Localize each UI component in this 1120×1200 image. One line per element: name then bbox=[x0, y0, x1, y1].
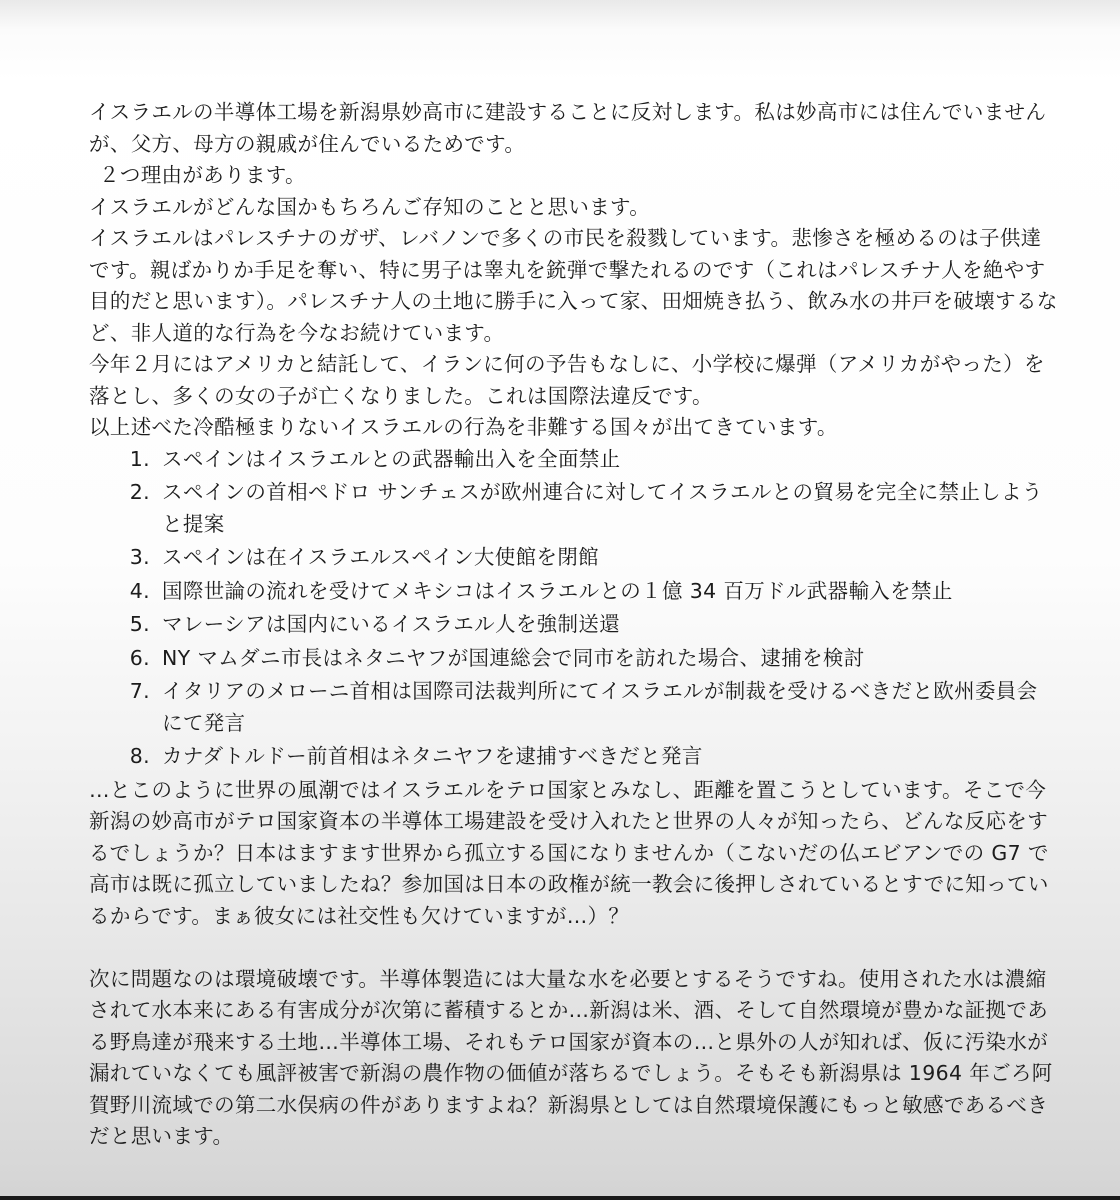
palestine-paragraph: イスラエルはパレスチナのガザ、レバノンで多くの市民を殺戮しています。悲惨さを極めるのは子供達です。親ばかりか手足を奪い、特に男子は睾丸を銃弾で撃たれるのです（これはパレスチナ人を絶やす目的だと思います）。パレスチナ人の土地に勝手に入って家、田畑焼き払う、飲み水の井戸を破壊するなど、非人道的な行為を今なお続けています。 bbox=[89, 226, 1058, 345]
list-number: 3. bbox=[129, 545, 150, 569]
list-number: 2. bbox=[129, 480, 150, 504]
list-item bbox=[89, 676, 1061, 739]
list-number: 7. bbox=[129, 679, 150, 703]
list-text: イタリアのメローニ首相は国際司法裁判所にてイスラエルが制裁を受けるべきだと欧州委員会にて発言 bbox=[162, 679, 1038, 735]
iran-paragraph: 今年２月にはアメリカと結託して、イランに何の予告もなしに、小学校に爆弾（アメリカがやった）を落とし、多くの女の子が亡くなりました。これは国際法違反です。 bbox=[89, 352, 1045, 408]
list-text: スペインはイスラエルとの武器輸出入を全面禁止 bbox=[162, 446, 621, 471]
list-number: 5. bbox=[129, 612, 150, 636]
paragraph-spacer bbox=[89, 932, 1061, 964]
list-item bbox=[89, 576, 1061, 608]
bottom-border bbox=[0, 1196, 1120, 1200]
list-item bbox=[89, 477, 1061, 540]
list-item bbox=[89, 643, 1061, 675]
israel-intro-line: イスラエルがどんな国かもちろんご存知のことと思います。 bbox=[89, 194, 651, 219]
countries-list bbox=[89, 444, 1061, 773]
list-number: 8. bbox=[129, 744, 150, 768]
condemnation-line: 以上述べた冷酷極まりないイスラエルの行為を非難する国々が出てきています。 bbox=[89, 415, 838, 439]
document-body bbox=[89, 97, 1061, 1153]
list-item bbox=[89, 542, 1061, 574]
list-number: 1. bbox=[129, 446, 150, 471]
list-text: 国際世論の流れを受けてメキシコはイスラエルとの１億 34 百万ドル武器輸入を禁止 bbox=[162, 578, 953, 603]
list-text: マレーシアは国内にいるイスラエル人を強制送還 bbox=[162, 612, 621, 636]
list-item bbox=[89, 741, 1061, 773]
list-number: 6. bbox=[129, 645, 150, 670]
list-item bbox=[89, 609, 1061, 641]
world-reaction-paragraph: …とこのように世界の風潮ではイスラエルをテロ国家とみなし、距離を置こうとしています。そこで今新潟の妙高市がテロ国家資本の半導体工場建設を受け入れたと世界の人々が知ったら、どんな反応をするでしょうか？日本はますます世界から孤立する国になりませんか（こないだの仏エビアンでの G7 で高市は既に孤立していましたね？参加国は日本の政権が統一教会に後押しされているとすでに知っているからです。まぁ彼女には社交性も欠けていますが…）？ bbox=[89, 777, 1049, 928]
list-item bbox=[89, 444, 1061, 476]
reason-count-line: ２つ理由があります。 bbox=[99, 163, 306, 187]
list-text: NY マムダニ市長はネタニヤフが国連総会で同市を訪れた場合、逮捕を検討 bbox=[162, 645, 865, 670]
list-text: スペインの首相ペドロ サンチェスが欧州連合に対してイスラエルとの貿易を完全に禁止しようと提案 bbox=[162, 480, 1043, 536]
intro-paragraph: イスラエルの半導体工場を新潟県妙高市に建設することに反対します。私は妙高市には住んでいませんが、父方、母方の親戚が住んでいるためです。 bbox=[89, 100, 1047, 156]
list-text: スペインは在イスラエルスペイン大使館を閉館 bbox=[162, 545, 600, 569]
environment-paragraph: 次に問題なのは環境破壊です。半導体製造には大量な水を必要とするそうですね。使用された水は濃縮されて水本来にある有害成分が次第に蓄積するとか…新潟は米、酒、そして自然環境が豊かな証拠である野鳥達が飛来する土地…半導体工場、それもテロ国家が資本の…と県外の人が知れば、仮に汚染水が漏れていなくても風評被害で新潟の農作物の価値が落ちるでしょう。そもそも新潟県は 1964 年ごろ阿賀野川流域での第二水俣病の件がありますよね？新潟県としては自然環境保護にもっと敏感であるべきだと思います。 bbox=[89, 966, 1053, 1148]
list-number: 4. bbox=[129, 578, 150, 603]
list-text: カナダトルドー前首相はネタニヤフを逮捕すべきだと発言 bbox=[162, 744, 703, 768]
